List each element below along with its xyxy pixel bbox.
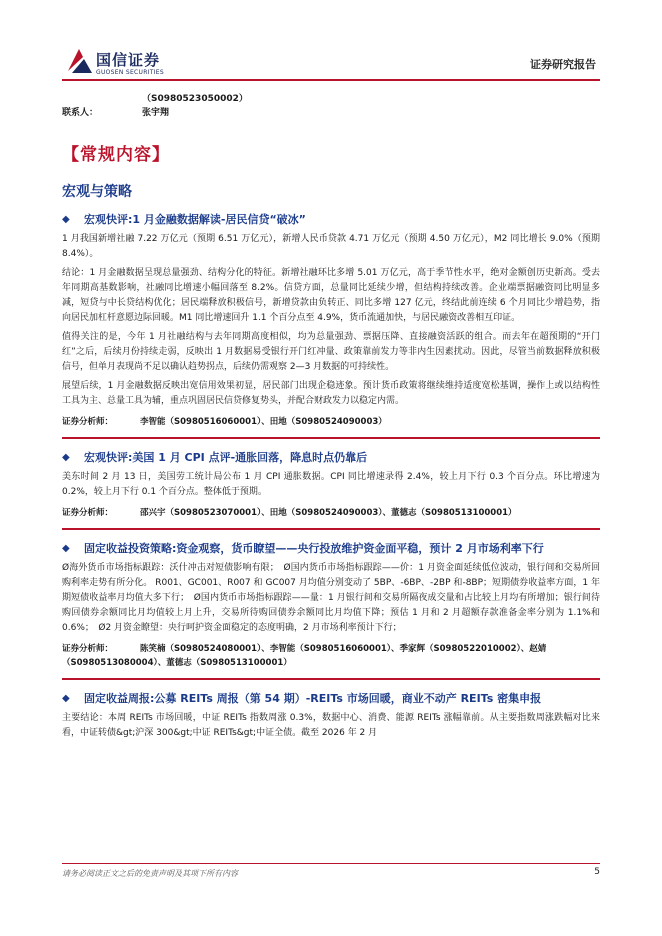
logo-mark-icon: [66, 47, 94, 75]
logo-text-cn: 国信证券: [96, 51, 161, 69]
section-title: 【常规内容】: [62, 145, 170, 165]
contact-id: （S0980523050002）: [142, 94, 248, 104]
analyst-names: 邵兴宇（S0980523070001）、田地（S0980524090003）、董德志（S0980513100001）: [140, 508, 517, 518]
analyst-label: 证券分析师：: [62, 508, 114, 518]
diamond-bullet-icon: ◆: [62, 543, 70, 554]
analyst-line: [62, 506, 600, 520]
item-divider: [62, 437, 600, 439]
report-item-title[interactable]: ◆ 固定收益周报:公募 REITs 周报（第 54 期）-REITs 市场回暖，商业不动产 REITs 密集申报: [62, 692, 542, 705]
paragraph: 1 月我国新增社融 7.22 万亿元（预期 6.51 万亿元），新增人民币贷款 4.71 万亿元（预期 4.50 万亿元），M2 同比增长 9.0%（预期 8.4%）。: [62, 234, 600, 259]
contact-label: 联系人：: [62, 108, 99, 118]
report-item-title[interactable]: ◆ 固定收益投资策略:资金观察，货币瞭望——央行投放维护资金面平稳，预计 2 月市场利率下行: [62, 542, 544, 555]
analyst-line: [62, 415, 600, 429]
contact-name: 张宇翔: [142, 108, 170, 118]
paragraph: 值得关注的是，今年 1 月社融结构与去年同期高度相似，均为总量强劲、票据压降、直接融资活跃的组合。而去年在超预期的“开门红”之后，后续月份持续走弱，反映出 1 月数据易受银行开门红冲量、政策靠前发力等非内生因素扰动。因此，尽管当前数据释放积极信号，但单月表现尚不足以确认趋势拐点，后续仍需观察 2—3 月数据的可持续性。: [62, 332, 600, 372]
analyst-names: 李智能（S0980516060001）、田地（S0980524090003）: [140, 417, 387, 427]
disclaimer-note: 请务必阅读正文之后的免责声明及其项下所有内容: [62, 869, 238, 878]
footer-divider: [62, 863, 600, 864]
item-divider: [62, 528, 600, 530]
paragraph: 主要结论：本周 REITs 市场回暖，中证 REITs 指数周涨 0.3%，数据中心、消费、能源 REITs 涨幅靠前。从主要指数周涨跌幅对比来看，中证转债&gt;沪深 300&gt;中证 REITs&gt;中证全债。截至 2026 年 2 月: [62, 713, 600, 738]
header-divider: [62, 79, 600, 81]
diamond-bullet-icon: ◆: [62, 452, 70, 463]
diamond-bullet-icon: ◆: [62, 214, 70, 225]
paragraph: 展望后续，1 月金融数据反映出宽信用效果初显，居民部门出现企稳迹象。预计货币政策将继续维持适度宽松基调，操作上或以结构性工具为主、总量工具为辅，重点巩固居民信贷修复势头，并配合财政发力以稳定内需。: [62, 381, 600, 406]
paragraph: 结论：1 月金融数据呈现总量强劲、结构分化的特征。新增社融环比多增 5.01 万亿元，高于季节性水平，绝对金额创历史新高。受去年同期高基数影响，社融同比增速小幅回落至 8.2%。信贷方面，总量同比延续少增，但结构持续改善。企业端票据融资同比明显多减，短贷与中长贷结构优化；居民端释放积极信号，新增贷款由负转正、同比多增 127 亿元，终结此前连续 6 个月同比少增趋势，指向居民加杠杆意愿边际回暖。M1 同比增速回升 1.1 个百分点至 4.9%，货币流通加快，与居民融资改善相互印证。: [62, 268, 600, 323]
report-type-label: 证券研究报告: [530, 58, 596, 71]
analyst-label: 证券分析师：: [62, 644, 114, 654]
item-divider: [62, 678, 600, 680]
analyst-line: [62, 642, 600, 670]
report-item-title[interactable]: ◆ 宏观快评:美国 1 月 CPI 点评-通胀回落，降息时点仍靠后: [62, 451, 368, 464]
report-item-title[interactable]: ◆ 宏观快评:1 月金融数据解读-居民信贷“破冰”: [62, 213, 306, 226]
page-header: [0, 0, 662, 86]
contact-row: [62, 106, 600, 120]
diamond-bullet-icon: ◆: [62, 693, 70, 704]
paragraph: Ø海外货币市场指标跟踪：沃什冲击对短债影响有限； Ø国内货币市场指标跟踪——价：1 月资金面延续低位波动，银行间和交易所回购利率走势有所分化。 R001、GC001、R007 和 GC007 月均值分别变动了 5BP、-6BP、-2BP 和-8BP；短期债券收益率方面，1 年期短债收益率月均值大多下行； Ø国内货币市场指标跟踪——量：1 月银行间和交易所隔夜成交量和占比较上月均有所增加；银行间待购回债券余额同比月均值较上月上升，交易所待购回债券余额同比月均值下降；预估 1 月和 2 月超额存款准备金率分别为 1.1%和 0.6%； Ø2 月资金瞭望：央行呵护资金面稳定的态度明确，2 月市场利率预计下行；: [62, 563, 600, 633]
company-logo: [66, 47, 186, 77]
analyst-names: 陈笑楠（S0980524080001）、李智能（S0980516060001）、季家辉（S0980522010002）、赵婧（S0980513080004）、董德志（S0980513100001）: [62, 644, 547, 668]
page-content: [62, 92, 600, 741]
paragraph: 美东时间 2 月 13 日，美国劳工统计局公布 1 月 CPI 通胀数据。CPI 同比增速录得 2.4%，较上月下行 0.3 个百分点。环比增速为 0.2%，较上月下行 0.1 个百分点。整体低于预期。: [62, 472, 600, 497]
analyst-label: 证券分析师：: [62, 417, 114, 427]
page-number: 5: [594, 867, 600, 877]
logo-text-en: GUOSEN SECURITIES: [96, 69, 165, 76]
sub-title: 宏观与策略: [62, 184, 132, 200]
